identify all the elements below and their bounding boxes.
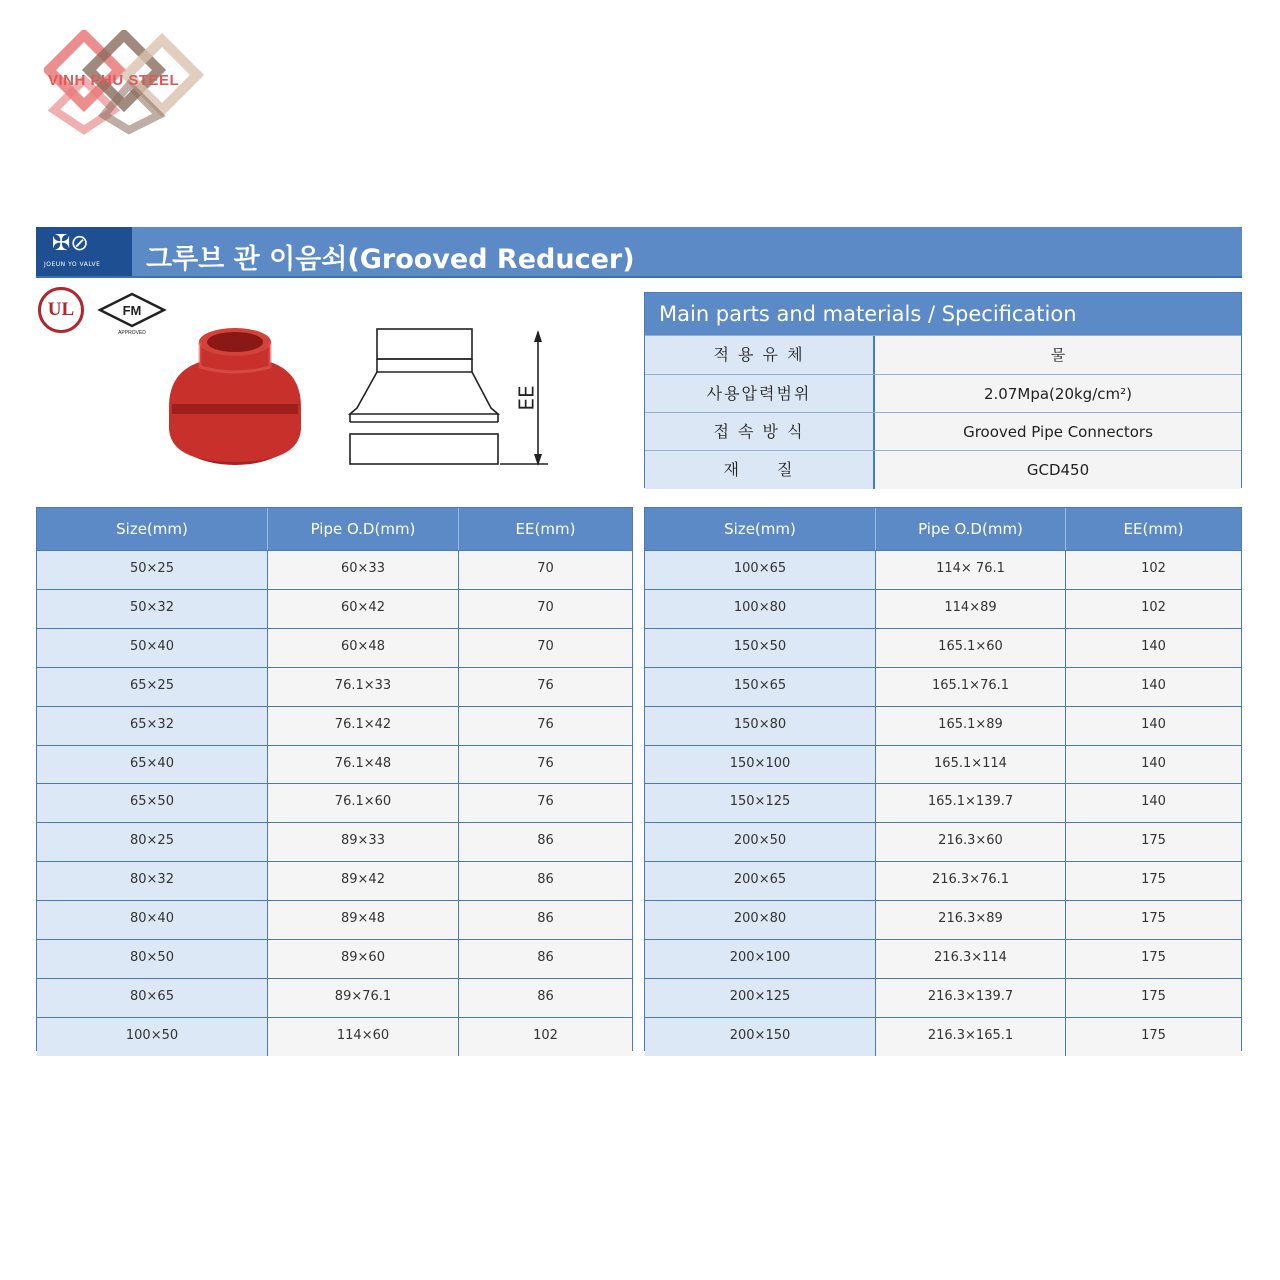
ee-cell: 140 xyxy=(1066,784,1241,822)
table-row xyxy=(645,900,1241,939)
ee-cell: 175 xyxy=(1066,823,1241,861)
size-cell: 200×100 xyxy=(645,940,876,978)
table-row xyxy=(37,628,632,667)
ee-cell: 76 xyxy=(459,707,632,745)
ee-cell: 175 xyxy=(1066,979,1241,1017)
table-row xyxy=(645,589,1241,628)
spec-row xyxy=(645,450,1241,489)
size-cell: 150×80 xyxy=(645,707,876,745)
table-row xyxy=(37,745,632,784)
table-row xyxy=(37,900,632,939)
size-cell: 65×40 xyxy=(37,746,268,784)
size-cell: 150×125 xyxy=(645,784,876,822)
spec-value: GCD450 xyxy=(875,451,1241,489)
ee-cell: 175 xyxy=(1066,1018,1241,1056)
table-row xyxy=(645,628,1241,667)
pipe-od-cell: 216.3×114 xyxy=(876,940,1066,978)
size-cell: 80×25 xyxy=(37,823,268,861)
table-row xyxy=(37,861,632,900)
spec-value: 2.07Mpa(20kg/cm²) xyxy=(875,375,1241,413)
ee-cell: 86 xyxy=(459,862,632,900)
pipe-od-cell: 216.3×60 xyxy=(876,823,1066,861)
table-row xyxy=(37,783,632,822)
table-header xyxy=(645,508,1241,550)
table-row xyxy=(37,589,632,628)
ee-cell: 70 xyxy=(459,590,632,628)
spec-key: 사용압력범위 xyxy=(645,375,875,413)
ee-cell: 102 xyxy=(1066,551,1241,589)
pipe-od-cell: 114× 76.1 xyxy=(876,551,1066,589)
column-header-pipe-od: Pipe O.D(mm) xyxy=(876,508,1066,550)
table-row xyxy=(645,822,1241,861)
size-cell: 200×125 xyxy=(645,979,876,1017)
pipe-od-cell: 76.1×42 xyxy=(268,707,459,745)
size-cell: 200×150 xyxy=(645,1018,876,1056)
ee-cell: 175 xyxy=(1066,862,1241,900)
size-cell: 150×50 xyxy=(645,629,876,667)
pipe-od-cell: 216.3×76.1 xyxy=(876,862,1066,900)
ee-cell: 76 xyxy=(459,668,632,706)
table-row xyxy=(645,745,1241,784)
table-row xyxy=(645,550,1241,589)
size-cell: 80×40 xyxy=(37,901,268,939)
size-table-left xyxy=(36,507,633,1051)
pipe-od-cell: 60×42 xyxy=(268,590,459,628)
pipe-od-cell: 89×60 xyxy=(268,940,459,978)
ee-cell: 76 xyxy=(459,784,632,822)
size-cell: 80×32 xyxy=(37,862,268,900)
title-banner xyxy=(36,227,1242,278)
ee-cell: 140 xyxy=(1066,707,1241,745)
size-cell: 50×32 xyxy=(37,590,268,628)
table-row xyxy=(645,706,1241,745)
column-header-ee: EE(mm) xyxy=(1123,520,1184,538)
table-row xyxy=(645,783,1241,822)
ee-cell: 140 xyxy=(1066,629,1241,667)
table-row xyxy=(645,667,1241,706)
page-title: 그루브 관 이음쇠(Grooved Reducer) xyxy=(146,244,635,275)
size-cell: 150×65 xyxy=(645,668,876,706)
ee-dimension-label: EE xyxy=(514,385,539,411)
ee-cell: 86 xyxy=(459,940,632,978)
column-header-size: Size(mm) xyxy=(37,508,268,550)
table-row xyxy=(645,861,1241,900)
pipe-od-cell: 216.3×165.1 xyxy=(876,1018,1066,1056)
size-cell: 150×100 xyxy=(645,746,876,784)
size-cell: 50×40 xyxy=(37,629,268,667)
table-row xyxy=(37,1017,632,1056)
fm-approved-icon xyxy=(96,290,168,338)
size-cell: 200×80 xyxy=(645,901,876,939)
spec-key: 재 질 xyxy=(645,451,875,489)
size-cell: 65×25 xyxy=(37,668,268,706)
grooved-reducer-image xyxy=(160,312,310,472)
pipe-od-cell: 76.1×48 xyxy=(268,746,459,784)
fm-label: FM xyxy=(122,303,142,318)
pipe-od-cell: 216.3×139.7 xyxy=(876,979,1066,1017)
pipe-od-cell: 89×42 xyxy=(268,862,459,900)
spec-row xyxy=(645,374,1241,413)
size-cell: 65×32 xyxy=(37,707,268,745)
table-row xyxy=(37,550,632,589)
brand-name: JOEUN YO VALVE xyxy=(44,261,101,268)
spec-value: Grooved Pipe Connectors xyxy=(875,413,1241,451)
ee-cell: 76 xyxy=(459,746,632,784)
size-table-right xyxy=(644,507,1242,1051)
spec-row xyxy=(645,412,1241,451)
company-logo xyxy=(44,30,204,135)
column-header-size: Size(mm) xyxy=(645,508,876,550)
ee-cell: 175 xyxy=(1066,940,1241,978)
pipe-od-cell: 89×76.1 xyxy=(268,979,459,1017)
table-row xyxy=(37,667,632,706)
table-row xyxy=(645,978,1241,1017)
table-row xyxy=(645,1017,1241,1056)
pipe-od-cell: 76.1×33 xyxy=(268,668,459,706)
pipe-od-cell: 60×33 xyxy=(268,551,459,589)
table-row xyxy=(37,822,632,861)
size-cell: 50×25 xyxy=(37,551,268,589)
table-row xyxy=(37,939,632,978)
spec-value: 물 xyxy=(875,336,1241,374)
size-cell: 65×50 xyxy=(37,784,268,822)
pipe-od-cell: 89×48 xyxy=(268,901,459,939)
column-header-ee: EE(mm) xyxy=(515,520,576,538)
spec-key: 접 속 방 식 xyxy=(645,413,875,451)
size-cell: 200×65 xyxy=(645,862,876,900)
fm-sub-label: APPROVED xyxy=(118,330,146,336)
spec-key: 적 용 유 체 xyxy=(645,336,875,374)
ul-certification-icon: UL xyxy=(38,287,84,333)
ee-cell: 70 xyxy=(459,629,632,667)
table-row xyxy=(37,706,632,745)
ee-cell: 175 xyxy=(1066,901,1241,939)
size-cell: 100×80 xyxy=(645,590,876,628)
pipe-od-cell: 114×60 xyxy=(268,1018,459,1056)
pipe-od-cell: 114×89 xyxy=(876,590,1066,628)
pipe-od-cell: 165.1×76.1 xyxy=(876,668,1066,706)
pipe-od-cell: 165.1×139.7 xyxy=(876,784,1066,822)
size-cell: 100×65 xyxy=(645,551,876,589)
pipe-od-cell: 165.1×114 xyxy=(876,746,1066,784)
ee-cell: 102 xyxy=(459,1018,632,1056)
spec-title: Main parts and materials / Specification xyxy=(645,293,1241,335)
logo-text: VINH PHU STEEL xyxy=(48,72,180,89)
pipe-od-cell: 76.1×60 xyxy=(268,784,459,822)
pipe-od-cell: 216.3×89 xyxy=(876,901,1066,939)
ee-cell: 86 xyxy=(459,823,632,861)
size-cell: 200×50 xyxy=(645,823,876,861)
size-cell: 100×50 xyxy=(37,1018,268,1056)
ee-cell: 102 xyxy=(1066,590,1241,628)
size-cell: 80×50 xyxy=(37,940,268,978)
pipe-od-cell: 165.1×60 xyxy=(876,629,1066,667)
pipe-od-cell: 89×33 xyxy=(268,823,459,861)
pipe-od-cell: 60×48 xyxy=(268,629,459,667)
brand-emblem-icon: ✠⊘ xyxy=(52,231,89,256)
pipe-od-cell: 165.1×89 xyxy=(876,707,1066,745)
ee-cell: 70 xyxy=(459,551,632,589)
ee-cell: 86 xyxy=(459,901,632,939)
ee-cell: 140 xyxy=(1066,746,1241,784)
ee-cell: 140 xyxy=(1066,668,1241,706)
brand-box xyxy=(36,227,132,276)
spec-row xyxy=(645,335,1241,374)
size-cell: 80×65 xyxy=(37,979,268,1017)
spec-table xyxy=(644,292,1242,488)
column-header-pipe-od: Pipe O.D(mm) xyxy=(268,508,459,550)
ee-cell: 86 xyxy=(459,979,632,1017)
table-row xyxy=(645,939,1241,978)
table-header xyxy=(37,508,632,550)
table-row xyxy=(37,978,632,1017)
